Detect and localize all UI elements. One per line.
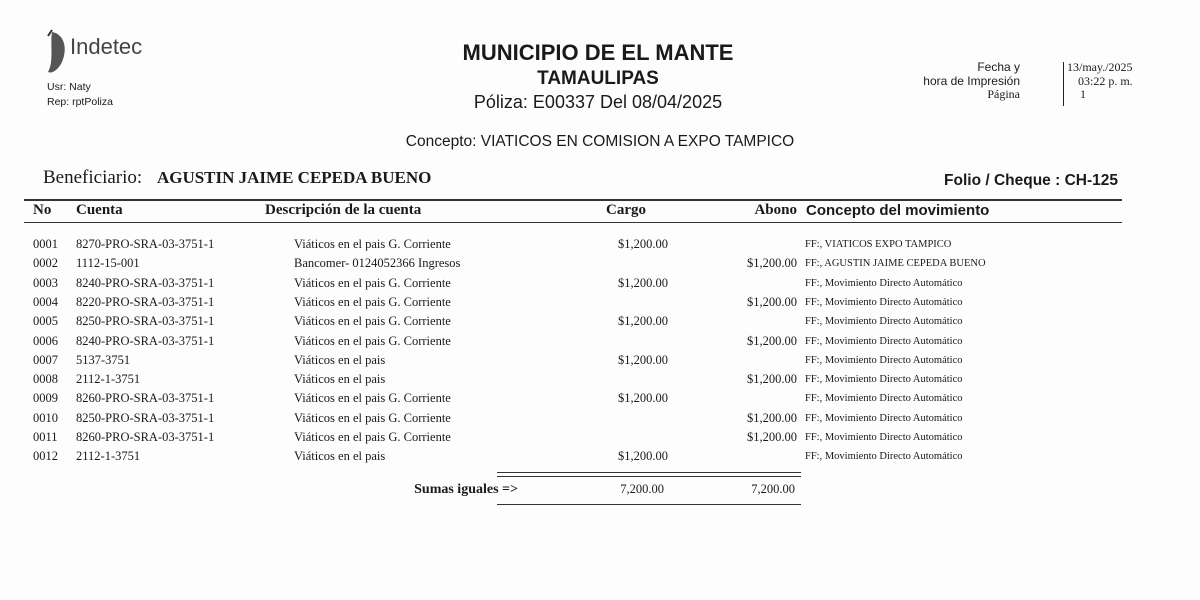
page-label: Página bbox=[987, 87, 1020, 101]
cell-descripcion: Viáticos en el pais G. Corriente bbox=[294, 314, 451, 329]
header-bottom-rule bbox=[24, 222, 1122, 223]
totals-label: Sumas iguales => bbox=[414, 482, 518, 497]
table-row bbox=[0, 353, 1200, 372]
cell-no: 0001 bbox=[33, 237, 58, 251]
col-descripcion: Descripción de la cuenta bbox=[265, 202, 422, 218]
cell-abono: $1,200.00 bbox=[747, 430, 797, 444]
state-title: TAMAULIPAS bbox=[537, 68, 659, 89]
print-info-divider bbox=[1063, 62, 1064, 106]
cell-cuenta: 2112-1-3751 bbox=[76, 449, 141, 464]
cell-abono: $1,200.00 bbox=[747, 256, 797, 271]
print-time: 03:22 p. m. bbox=[1078, 73, 1133, 88]
total-cargo: 7,200.00 bbox=[620, 482, 664, 496]
cell-concepto: FF:, Movimiento Directo Automático bbox=[805, 451, 963, 463]
cell-abono: $1,200.00 bbox=[747, 333, 797, 348]
table-row bbox=[0, 449, 1200, 468]
col-cuenta: Cuenta bbox=[76, 202, 123, 218]
cell-cargo: $1,200.00 bbox=[618, 391, 668, 406]
total-abono: 7,200.00 bbox=[751, 482, 795, 496]
cell-no: 0012 bbox=[33, 449, 58, 464]
table-row bbox=[0, 256, 1200, 275]
cell-cuenta: 8260-PRO-SRA-03-3751-1 bbox=[76, 430, 215, 444]
cell-concepto: FF:, Movimiento Directo Automático bbox=[805, 277, 963, 289]
poliza-line bbox=[398, 92, 798, 113]
cell-cuenta: 8270-PRO-SRA-03-3751-1 bbox=[76, 237, 215, 251]
table-row bbox=[0, 334, 1200, 353]
cell-no: 0010 bbox=[33, 410, 58, 425]
totals-row bbox=[0, 482, 1200, 501]
poliza-label: Póliza: bbox=[473, 92, 528, 112]
cell-descripcion: Viáticos en el pais G. Corriente bbox=[294, 294, 451, 309]
totals-double-rule-1 bbox=[497, 472, 801, 473]
cell-descripcion: Viáticos en el pais G. Corriente bbox=[294, 430, 451, 444]
date-label: Fecha y bbox=[977, 60, 1020, 74]
cell-cuenta: 2112-1-3751 bbox=[76, 372, 141, 387]
cell-descripcion: Viáticos en el pais G. Corriente bbox=[294, 333, 451, 348]
cell-descripcion: Viáticos en el pais G. Corriente bbox=[294, 410, 451, 425]
table-row bbox=[0, 237, 1200, 256]
logo-text: Indetec bbox=[70, 34, 143, 59]
col-concepto: Concepto del movimiento bbox=[806, 202, 990, 219]
page-title: MUNICIPIO DE EL MANTE bbox=[462, 40, 734, 65]
cell-cargo: $1,200.00 bbox=[618, 449, 668, 464]
cell-descripcion: Viáticos en el pais G. Corriente bbox=[294, 237, 451, 251]
table-row bbox=[0, 430, 1200, 449]
table-header bbox=[0, 202, 1200, 221]
cell-cuenta: 8250-PRO-SRA-03-3751-1 bbox=[76, 314, 215, 329]
cell-concepto: FF:, Movimiento Directo Automático bbox=[805, 335, 963, 347]
cell-cuenta: 8240-PRO-SRA-03-3751-1 bbox=[76, 333, 215, 348]
table-row bbox=[0, 276, 1200, 295]
report-label: Rep: rptPoliza bbox=[47, 96, 113, 108]
table-row bbox=[0, 372, 1200, 391]
cell-concepto: FF:, Movimiento Directo Automático bbox=[805, 432, 963, 443]
cell-abono: $1,200.00 bbox=[747, 372, 797, 387]
indetec-logo bbox=[44, 28, 164, 78]
cell-abono: $1,200.00 bbox=[747, 410, 797, 425]
print-date: 13/may./2025 bbox=[1067, 60, 1133, 74]
cell-descripcion: Bancomer- 0124052366 Ingresos bbox=[294, 256, 461, 271]
cell-no: 0005 bbox=[33, 314, 58, 329]
cell-no: 0004 bbox=[33, 294, 58, 309]
table-row bbox=[0, 411, 1200, 430]
poliza-number: E00337 bbox=[532, 92, 595, 112]
cell-cuenta: 8250-PRO-SRA-03-3751-1 bbox=[76, 410, 215, 425]
time-label: hora de Impresión bbox=[923, 73, 1020, 88]
beneficiary bbox=[43, 167, 431, 189]
cell-no: 0003 bbox=[33, 275, 58, 290]
cell-concepto: FF:, Movimiento Directo Automático bbox=[805, 296, 963, 308]
cell-abono: $1,200.00 bbox=[747, 294, 797, 309]
cell-no: 0006 bbox=[33, 333, 58, 348]
totals-bottom-rule bbox=[497, 504, 801, 505]
table-row bbox=[0, 391, 1200, 410]
cell-cargo: $1,200.00 bbox=[618, 275, 668, 290]
cell-no: 0007 bbox=[33, 352, 58, 367]
cell-concepto: FF:, Movimiento Directo Automático bbox=[805, 393, 963, 405]
cell-no: 0008 bbox=[33, 372, 58, 387]
cell-no: 0011 bbox=[33, 430, 58, 444]
cell-cuenta: 1112-15-001 bbox=[76, 256, 140, 271]
beneficiary-label: Beneficiario: bbox=[43, 167, 143, 188]
poliza-date: Del 08/04/2025 bbox=[600, 92, 723, 112]
cell-cuenta: 8260-PRO-SRA-03-3751-1 bbox=[76, 391, 215, 406]
cell-descripcion: Viáticos en el pais bbox=[294, 372, 386, 387]
cell-cargo: $1,200.00 bbox=[618, 237, 668, 251]
totals-double-rule-2 bbox=[497, 476, 801, 477]
cell-cuenta: 5137-3751 bbox=[76, 352, 131, 367]
cell-descripcion: Viáticos en el pais G. Corriente bbox=[294, 391, 451, 406]
table-row bbox=[0, 314, 1200, 333]
beneficiary-name: AGUSTIN JAIME CEPEDA BUENO bbox=[156, 168, 432, 187]
cell-cuenta: 8220-PRO-SRA-03-3751-1 bbox=[76, 294, 215, 309]
folio-cheque: Folio / Cheque : CH-125 bbox=[944, 172, 1118, 189]
cell-cargo: $1,200.00 bbox=[618, 314, 668, 329]
header-top-rule bbox=[24, 199, 1122, 201]
col-no: No bbox=[33, 202, 52, 218]
cell-descripcion: Viáticos en el pais bbox=[294, 449, 386, 464]
cell-descripcion: Viáticos en el pais bbox=[294, 352, 386, 367]
cell-concepto: FF:, Movimiento Directo Automático bbox=[805, 354, 963, 366]
cell-cuenta: 8240-PRO-SRA-03-3751-1 bbox=[76, 275, 215, 290]
concepto-title: Concepto: VIATICOS EN COMISION A EXPO TAMPICO bbox=[405, 133, 795, 150]
col-cargo: Cargo bbox=[606, 202, 646, 218]
cell-concepto: FF:, AGUSTIN JAIME CEPEDA BUENO bbox=[805, 258, 986, 270]
user-label: Usr: Naty bbox=[47, 81, 91, 93]
cell-no: 0009 bbox=[33, 391, 58, 406]
col-abono: Abono bbox=[754, 202, 797, 218]
cell-concepto: FF:, Movimiento Directo Automático bbox=[805, 316, 963, 328]
table-row bbox=[0, 295, 1200, 314]
cell-cargo: $1,200.00 bbox=[618, 352, 668, 367]
cell-concepto: FF:, VIATICOS EXPO TAMPICO bbox=[805, 239, 952, 250]
cell-no: 0002 bbox=[33, 256, 58, 271]
cell-descripcion: Viáticos en el pais G. Corriente bbox=[294, 275, 451, 290]
cell-concepto: FF:, Movimiento Directo Automático bbox=[805, 412, 963, 424]
cell-concepto: FF:, Movimiento Directo Automático bbox=[805, 374, 963, 386]
page-number: 1 bbox=[1080, 87, 1086, 101]
